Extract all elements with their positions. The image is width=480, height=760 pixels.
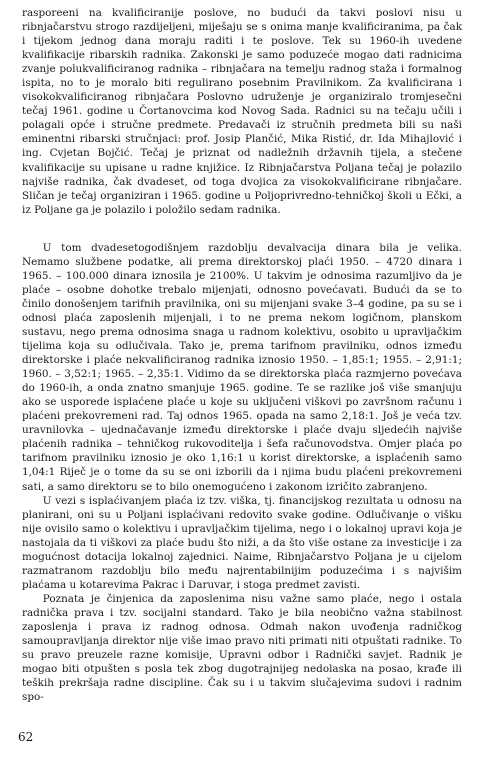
paragraph-4: Poznata je činjenica da zaposlenima nisu važne samo plaće, nego i ostala radnička prava i tzv. socijalni standard. Tako je bila neobično važna stabilnost zaposlenja i prava iz radnog odnosa. Odmah nakon uvođenja radničkog samoupravljanja direktor nije više imao pravo niti primati niti otpuštati radnike. To su pravo preuzele razne komisije, Upravni odbor i Radnički savjet. Radnik je mogao biti otpušten s posla tek zbog dugotrajnijeg nedolaska na posao, krađe ili teških prekršaja radne discipline. Čak su i u takvim slučajevima sudovi i radnim spo-: [22, 592, 462, 704]
paragraph-gap: [22, 217, 462, 241]
page-text: [22, 6, 462, 704]
paragraph-1: rasporeeni na kvalificiranije poslove, no budući da takvi poslovi nisu u ribnjačarstvu strogo razdijeljeni, miješaju se s onima manje kvalificiranima, pa čak i tijekom jednog dana moraju raditi i te poslove. Tek su 1960-ih uvedene kvalifikacije ribarskih radnika. Zakonski je samo poduzeće mogao dati radnicima zvanje polukvalificiranog radnika – ribnjačara na temelju radnog staža i formalnog ispita, no to je moralo biti regulirano posebnim Pravilnikom. Za kvalificirana i visokokvalificiranog ribnjačara Poslovno udruženje je organiziralo tromjesečni tečaj 1961. godine u Čortanovcima kod Novog Sada. Radnici su na tečaju učili i polagali opće i stručne predmete. Predavači iz stručnih predmeta bili su naši eminentni ribarski stručnjaci: prof. Josip Plančić, Mika Ristić, dr. Ida Mihajlović i ing. Cvjetan Bojčić. Tečaj je priznat od nadležnih državnih tijela, a stečene kvalifikacije su upisane u radne knjižice. Iz Ribnjačarstva Poljana tečaj je polazilo najviše radnika, čak dvadeset, od toga dvojica za visokokvalificirane ribnjačare. Sličan je tečaj organiziran i 1965. godine u Poljoprivredno-tehničkoj školi u Ečki, a iz Poljane ga je polazilo i položilo sedam radnika.: [22, 7, 462, 216]
paragraph-2: U tom dvadesetogodišnjem razdoblju devalvacija dinara bila je velika. Nemamo službene podatke, ali prema direktorskoj plaći 1950. – 4720 dinara i 1965. – 100.000 dinara iznosila je 2100%. U takvim je odnosima razumljivo da je plaće – osobne dohotke trebalo mijenjati, odnosno povećavati. Budući da se to činilo donošenjem tarifnih pravilnika, oni su mijenjani svake 3–4 godine, pa su se i odnosi plaća zaposlenih mijenjali, i to ne prema nekom logičnom, planskom sustavu, nego prema odnosima snaga u radnom kolektivu, osobito u upravljačkim tijelima koja su odlučivala. Tako je, prema tarifnom pravilniku, odnos između direktorske i plaće nekvalificiranog radnika iznosio 1950. – 1,85:1; 1955. – 2,91:1; 1960. – 3,52:1; 1965. – 2,35:1. Vidimo da se direktorska plaća razmjerno povećava do 1960-ih, a onda znatno smanjuje 1965. godine. Te se razlike još više smanjuju ako se usporede isplaćene plaće u koje su uključeni viškovi po završnom računu i plaćeni prekovremeni rad. Taj odnos 1965. opada na samo 2,18:1. Još je veća tzv. uravnilovka – ujednačavanje između direktorske i plaće dvaju sljedećih najviše plaćenih radnika – tehničkog rukovoditelja i šefa računovodstva. Omjer plaća po tarifnom pravilniku iznosio je oko 1,16:1 u korist direktorske, a isplaćenih samo 1,04:1 Riječ je o tome da su se oni izborili da i njima budu plaćeni prekovremeni sati, a samo direktoru se to bilo onemogućeno i zakonom izričito zabranjeno.: [22, 241, 462, 493]
paragraph-3: U vezi s isplaćivanjem plaća iz tzv. viška, tj. financijskog rezultata u odnosu na planirani, oni su u Poljani isplaćivani redovito svake godine. Odlučivanje o višku nije ovisilo samo o kolektivu i upravljačkim tijelima, nego i o lokalnoj upravi koja je nastojala da ti viškovi za plaće budu što niži, a da što više ostane za investicije i za mogućnost dotacija lokalnoj zajednici. Naime, Ribnjačarstvo Poljana je u cijelom razmatranom razdoblju bilo među najrentabilnijim poduzećima i s najvišim plaćama u kotarevima Pakrac i Daruvar, i stoga predmet zavisti.: [22, 494, 462, 591]
page-number: 62: [18, 730, 34, 744]
